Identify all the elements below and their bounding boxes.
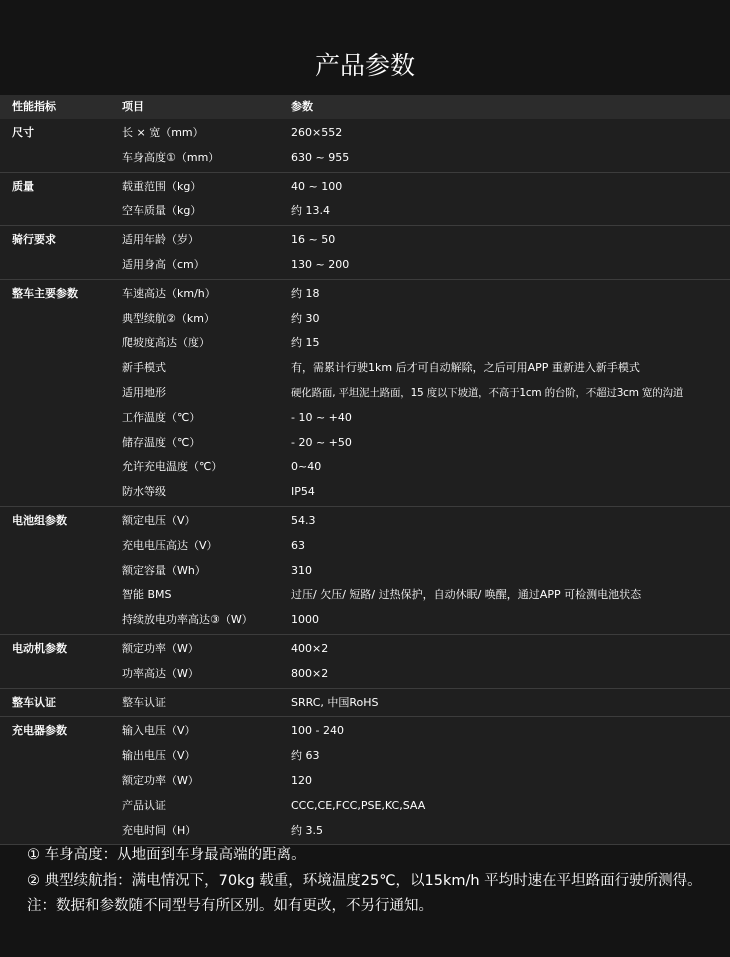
row-item: 储存温度（℃）	[122, 435, 201, 449]
table-row	[0, 228, 730, 253]
row-item: 充电时间（H）	[122, 823, 197, 837]
row-value: SRRC, 中国RoHS	[291, 695, 379, 709]
table-row	[0, 534, 730, 559]
table-row	[0, 253, 730, 278]
table-row	[0, 356, 730, 381]
row-item: 额定功率（W）	[122, 773, 199, 787]
row-item: 允许充电温度（℃）	[122, 460, 223, 474]
page-title: 产品参数	[314, 51, 415, 80]
table-row	[0, 331, 730, 356]
row-item: 充电电压高达（V）	[122, 538, 218, 552]
table-row	[0, 381, 730, 406]
group-name: 质量	[12, 179, 34, 193]
row-value: 16 ~ 50	[291, 233, 336, 247]
footnote-range: ② 典型续航指：满电情况下，70kg 载重，环境温度25℃，以15km/h 平均时速在平坦路面行驶所测得。	[27, 872, 702, 889]
table-header	[0, 95, 730, 119]
table-row	[0, 307, 730, 332]
row-value: CCC,CE,FCC,PSE,KC,SAA	[291, 798, 426, 812]
table-row	[0, 175, 730, 200]
group-name: 电池组参数	[12, 513, 67, 527]
row-value: 100 - 240	[291, 724, 344, 738]
group-name: 骑行要求	[12, 233, 56, 247]
row-value: 400×2	[291, 641, 329, 655]
table-row	[0, 637, 730, 662]
table-body	[0, 119, 730, 845]
row-value: 630 ~ 955	[291, 150, 350, 164]
table-row	[0, 583, 730, 608]
table-row	[0, 480, 730, 505]
row-value: 0~40	[291, 460, 322, 474]
row-value: 有，需累计行驶1km 后才可自动解除，之后可用APP 重新进入新手模式	[291, 361, 640, 375]
row-item: 车身高度①（mm）	[122, 150, 220, 164]
row-item: 车速高达（km/h）	[122, 286, 216, 300]
row-value: 40 ~ 100	[291, 179, 343, 193]
row-value: 约 30	[291, 311, 320, 325]
row-item: 产品认证	[122, 798, 166, 812]
group-name: 充电器参数	[12, 724, 67, 738]
table-row	[0, 819, 730, 844]
spec-table	[0, 95, 730, 845]
row-item: 整车认证	[122, 695, 166, 709]
table-group	[0, 635, 730, 689]
row-value: 54.3	[291, 513, 316, 527]
row-value: - 20 ~ +50	[291, 435, 352, 449]
row-value: 63	[291, 538, 305, 552]
row-value: 约 13.4	[291, 204, 330, 218]
row-value: 约 15	[291, 336, 320, 350]
table-row	[0, 794, 730, 819]
table-group	[0, 173, 730, 227]
row-item: 额定容量（Wh）	[122, 563, 206, 577]
row-item: 额定功率（W）	[122, 641, 199, 655]
row-value: 约 63	[291, 749, 320, 763]
footnote-height: ① 车身高度：从地面到车身最高端的距离。	[27, 847, 306, 863]
row-item: 空车质量（kg）	[122, 204, 202, 218]
table-group	[0, 119, 730, 173]
group-name: 整车主要参数	[12, 286, 78, 300]
row-item: 防水等级	[122, 485, 166, 499]
footnote-disclaimer: 注：数据和参数随不同型号有所区别。如有更改，不另行通知。	[27, 898, 433, 914]
table-row	[0, 769, 730, 794]
row-value: 硬化路面, 平坦泥土路面，15 度以下坡道，不高于1cm 的台阶，不超过3cm 宽的沟道	[291, 386, 684, 399]
table-row	[0, 406, 730, 431]
group-name: 整车认证	[12, 695, 56, 709]
table-row	[0, 662, 730, 687]
row-item: 功率高达（W）	[122, 666, 199, 680]
row-value: IP54	[291, 485, 315, 499]
table-group	[0, 507, 730, 635]
row-item: 适用地形	[122, 385, 166, 399]
footnotes	[27, 843, 717, 920]
row-item: 额定电压（V）	[122, 513, 196, 527]
table-group	[0, 226, 730, 280]
row-item: 典型续航②（km）	[122, 311, 215, 325]
table-row	[0, 121, 730, 146]
table-row	[0, 744, 730, 769]
row-item: 工作温度（℃）	[122, 410, 201, 424]
table-row	[0, 199, 730, 224]
table-row	[0, 719, 730, 744]
row-item: 适用年龄（岁）	[122, 233, 199, 247]
row-value: 约 18	[291, 286, 320, 300]
header-category: 性能指标	[12, 100, 56, 113]
row-value: 120	[291, 773, 312, 787]
table-group	[0, 280, 730, 507]
row-value: 过压/ 欠压/ 短路/ 过热保护，自动休眠/ 唤醒，通过APP 可检测电池状态	[291, 588, 642, 602]
row-item: 新手模式	[122, 361, 166, 375]
row-item: 长 × 宽（mm）	[122, 126, 204, 139]
table-row	[0, 608, 730, 633]
row-value: - 10 ~ +40	[291, 410, 352, 424]
row-value: 130 ~ 200	[291, 257, 350, 271]
row-item: 载重范围（kg）	[122, 179, 202, 193]
table-row	[0, 282, 730, 307]
row-item: 输入电压（V）	[122, 724, 196, 738]
group-name: 电动机参数	[12, 641, 67, 655]
row-item: 爬坡度高达（度）	[122, 336, 210, 350]
row-item: 智能 BMS	[122, 588, 172, 602]
table-row	[0, 509, 730, 534]
row-value: 260×552	[291, 126, 343, 139]
table-row	[0, 559, 730, 584]
row-value: 约 3.5	[291, 823, 323, 837]
table-group	[0, 689, 730, 718]
table-row	[0, 146, 730, 171]
table-row	[0, 691, 730, 716]
row-item: 持续放电功率高达③（W）	[122, 613, 253, 627]
table-group	[0, 717, 730, 845]
table-row	[0, 431, 730, 456]
row-value: 1000	[291, 613, 319, 627]
group-name: 尺寸	[12, 126, 34, 139]
row-value: 800×2	[291, 666, 329, 680]
row-value: 310	[291, 563, 312, 577]
header-item: 项目	[122, 100, 144, 113]
table-row	[0, 455, 730, 480]
row-item: 适用身高（cm）	[122, 257, 205, 271]
row-item: 输出电压（V）	[122, 749, 196, 763]
header-value: 参数	[291, 100, 313, 113]
